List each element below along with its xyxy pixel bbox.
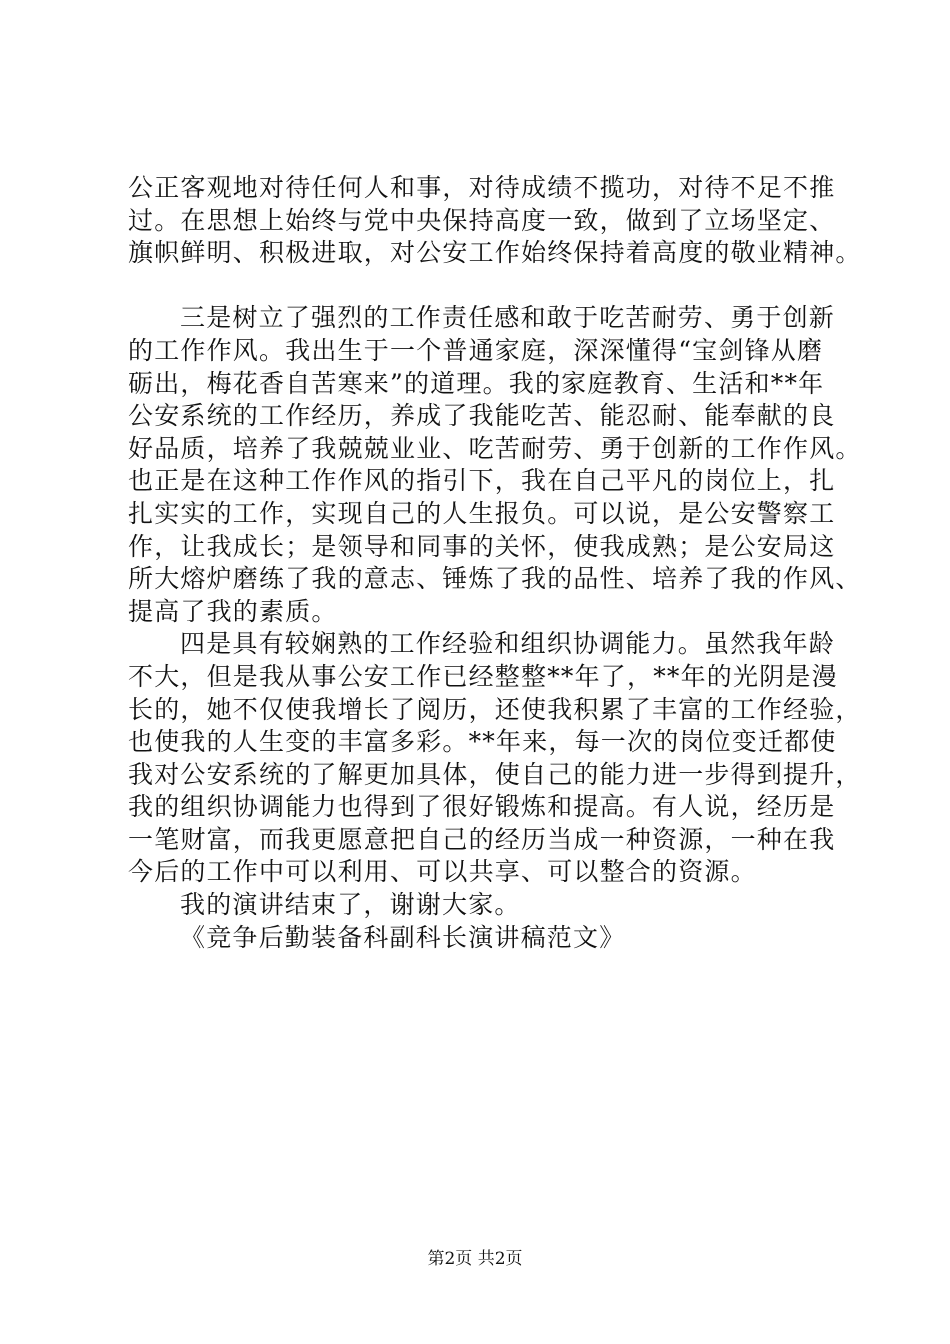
text-line: 公正客观地对待任何人和事，对待成绩不揽功，对待不足不推	[128, 173, 836, 202]
text-line: 提高了我的素质。	[128, 596, 338, 626]
text-line: 旗帜鲜明、积极进取，对公安工作始终保持着高度的敬业精神。	[128, 238, 862, 268]
paragraph-3	[128, 628, 862, 889]
text-line: 今后的工作中可以利用、可以共享、可以整合的资源。	[128, 857, 757, 887]
document-title-line: 《竞争后勤装备科副科长演讲稿范文》	[180, 922, 626, 952]
page-number-footer: 第2页 共2页	[427, 1249, 523, 1269]
text-line: 我对公安系统的了解更加具体，使自己的能力进一步得到提升，	[128, 759, 862, 789]
text-line: 扎实实的工作，实现自己的人生报负。可以说，是公安警察工	[128, 498, 836, 528]
text-line: 也正是在这种工作作风的指引下，我在自己平凡的岗位上，扎	[128, 466, 836, 496]
paragraph-2	[128, 302, 862, 628]
text-line: 不大，但是我从事公安工作已经整整**年了，**年的光阴是漫	[128, 661, 838, 691]
text-line: 好品质，培养了我兢兢业业、吃苦耐劳、勇于创新的工作作风。	[128, 433, 862, 463]
closing-line: 我的演讲结束了，谢谢大家。	[180, 890, 521, 920]
text-line: 三是树立了强烈的工作责任感和敢于吃苦耐劳、勇于创新	[180, 303, 836, 333]
document-body	[128, 172, 862, 954]
text-line: 也使我的人生变的丰富多彩。**年来，每一次的岗位变迁都使	[128, 727, 837, 757]
text-line: 四是具有较娴熟的工作经验和组织协调能力。虽然我年龄	[180, 629, 836, 659]
text-line: 所大熔炉磨练了我的意志、锤炼了我的品性、培养了我的作风、	[128, 564, 862, 594]
paragraph-spacer	[128, 270, 862, 303]
text-line: 我的组织协调能力也得到了很好锻炼和提高。有人说，经历是	[128, 792, 836, 822]
text-line: 一笔财富，而我更愿意把自己的经历当成一种资源，一种在我	[128, 824, 836, 854]
text-line: 砺出，梅花香自苦寒来”的道理。我的家庭教育、生活和**年	[128, 368, 825, 398]
text-line: 公安系统的工作经历，养成了我能吃苦、能忍耐、能奉献的良	[128, 401, 836, 431]
text-line: 的工作作风。我出生于一个普通家庭，深深懂得“宝剑锋从磨	[128, 335, 824, 365]
paragraph-1	[128, 172, 862, 270]
text-line: 过。在思想上始终与党中央保持高度一致，做到了立场坚定、	[128, 205, 836, 235]
text-line: 长的，她不仅使我增长了阅历，还使我积累了丰富的工作经验，	[128, 694, 862, 724]
text-line: 作，让我成长；是领导和同事的关怀，使我成熟；是公安局这	[128, 531, 836, 561]
